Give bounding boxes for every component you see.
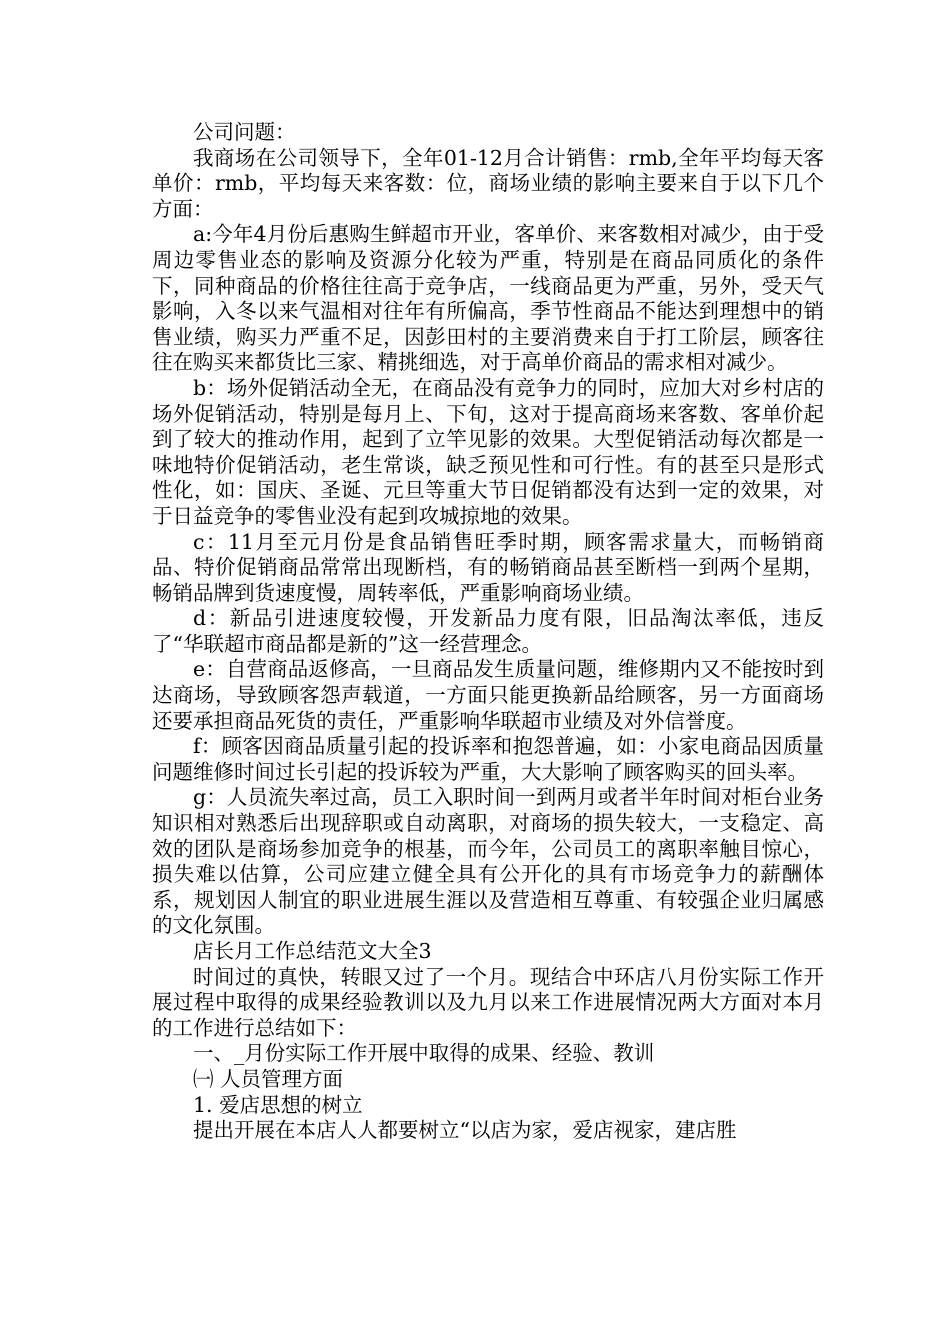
paragraph-point-b: b：场外促销活动全无，在商品没有竞争力的同时，应加大对乡村店的场外促销活动，特别是每月上、下旬，这对于提高商场来客数、客单价起到了较大的推动作用，起到了立竿见影的效果。大型促销活动每次都是一味地特价促销活动，老生常谈，缺乏预见性和可行性。有的甚至只是形式性化，如：国庆、圣诞、元旦等重大节日促销都没有达到一定的效果，对于日益竞争的零售业没有起到攻城掠地的效果。 (152, 375, 824, 528)
paragraph-point-d: d：新品引进速度较慢，开发新品力度有限，旧品淘汰率低，违反了“华联超市商品都是新的”这一经营理念。 (152, 606, 824, 656)
document-body (152, 120, 824, 1144)
paragraph-point-a: a:今年4月份后惠购生鲜超市开业，客单价、来客数相对减少，由于受周边零售业态的影响及资源分化较为严重，特别是在商品同质化的条件下，同种商品的价格往往高于竞争店，一线商品更为严重，另外，受天气影响，入冬以来气温相对往年有所偏高，季节性商品不能达到理想中的销售业绩，购买力严重不足，因彭田村的主要消费来自于打工阶层，顾客往往在购买来都货比三家、精挑细选，对于高单价商品的需求相对减少。 (152, 222, 824, 375)
heading-level-1: 一、_月份实际工作开展中取得的成果、经验、教训 (193, 1041, 655, 1066)
paragraph-point-f: f：顾客因商品质量引起的投诉率和抱怨普遍，如：小家电商品因质量问题维修时间过长引起的投诉较为严重，大大影响了顾客购买的回头率。 (152, 734, 824, 784)
heading-level-3: 1. 爱店思想的树立 (193, 1092, 363, 1117)
section-title: 店长月工作总结范文大全3 (193, 939, 432, 963)
paragraph-point-e: e：自营商品返修高，一旦商品发生质量问题，维修期内又不能按时到达商场，导致顾客怨声载道，一方面只能更换新品给顾客，另一方面商场还要承担商品死货的责任，严重影响华联超市业绩及对外信誉度。 (152, 657, 824, 733)
paragraph-sales-summary: 我商场在公司领导下，全年01-12月合计销售：rmb,全年平均每天客单价：rmb，平均每天来客数：位，商场业绩的影响主要来自于以下几个方面： (152, 145, 824, 221)
paragraph-closing: 提出开展在本店人人都要树立“以店为家，爱店视家，建店胜 (193, 1118, 737, 1143)
paragraph-point-c: c：11月至元月份是食品销售旺季时期，顾客需求量大，而畅销商品、特价促销商品常常出现断档，有的畅销商品甚至断档一到两个星期，畅销品牌到货速度慢，周转率低，严重影响商场业绩。 (152, 529, 824, 605)
heading-level-2: ㈠ 人员管理方面 (193, 1066, 344, 1091)
paragraph-heading-company-issues: 公司问题： (193, 120, 296, 144)
paragraph-intro: 时间过的真快，转眼又过了一个月。现结合中环店八月份实际工作开展过程中取得的成果经验教训以及九月以来工作进展情况两大方面对本月的工作进行总结如下： (152, 964, 824, 1040)
paragraph-point-g: g：人员流失率过高，员工入职时间一到两月或者半年时间对柜台业务知识相对熟悉后出现辞职或自动离职，对商场的损失较大，一支稳定、高效的团队是商场参加竞争的根基，而今年，公司员工的离职率触目惊心，损失难以估算，公司应建立健全具有公开化的具有市场竞争力的薪酬体系，规划因人制宜的职业进展生涯以及营造相互尊重、有较强企业归属感的文化氛围。 (152, 785, 824, 938)
